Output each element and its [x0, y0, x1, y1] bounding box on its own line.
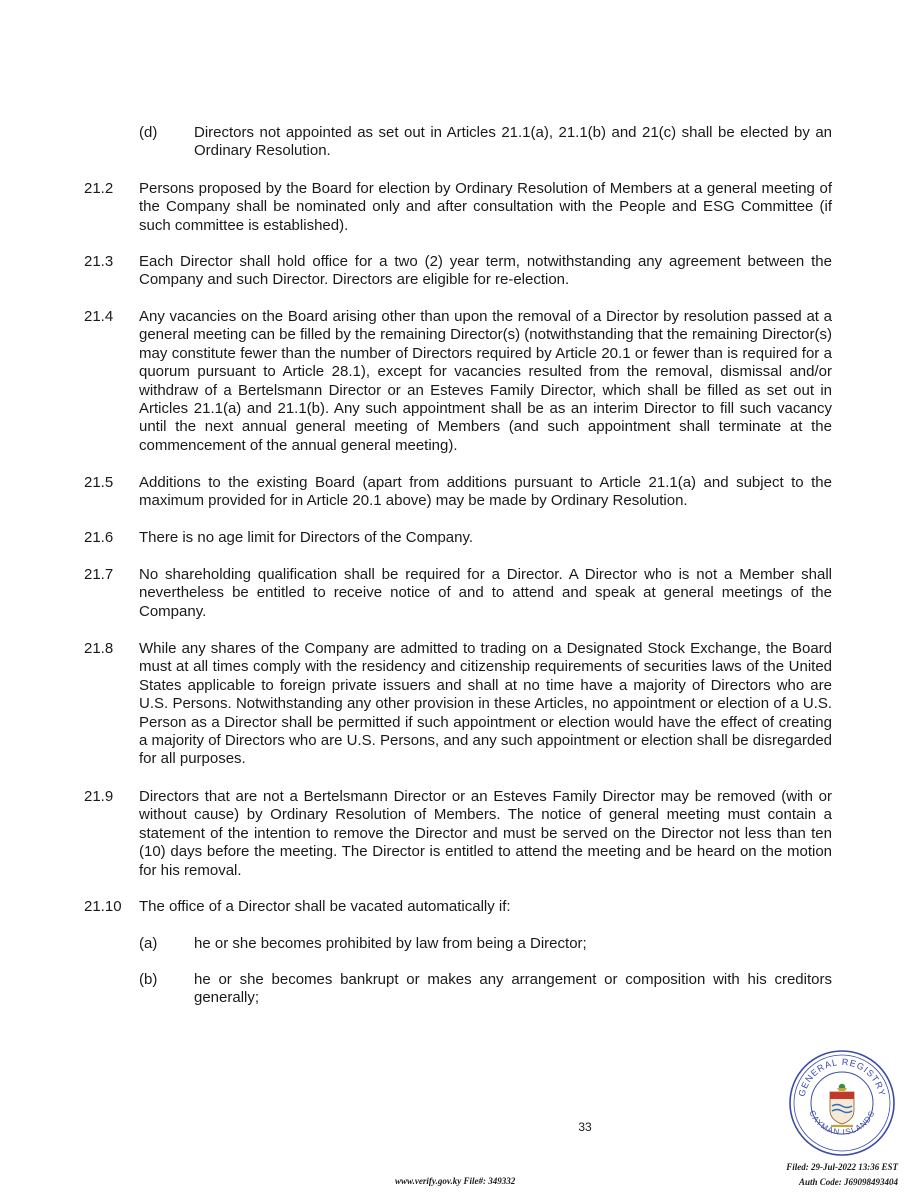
- clause-text: The office of a Director shall be vacated automatically if:: [139, 898, 511, 915]
- clause-number: 21.6: [84, 529, 114, 546]
- clause-text: There is no age limit for Directors of the Company.: [139, 529, 474, 546]
- clause-text: Persons proposed by the Board for election by Ordinary Resolution of Members at a general meeting of the Company shall be nominated only and after consultation with the People and ESG Committee (if such committee is established).: [139, 180, 832, 234]
- filing-stamp: [786, 1160, 898, 1190]
- clause-number: 21.9: [84, 788, 114, 805]
- clause-text: No shareholding qualification shall be required for a Director. A Director who is not a Member shall nevertheless be entitled to receive notice of and to attend and speak at general meetings of the Company.: [139, 566, 832, 620]
- clause-number: 21.7: [84, 566, 114, 583]
- clause-number: 21.2: [84, 180, 114, 197]
- auth-code: Auth Code: J69098493404: [798, 1177, 898, 1187]
- clause-number: (b): [139, 971, 158, 988]
- clause-text: Directors not appointed as set out in Articles 21.1(a), 21.1(b) and 21(c) shall be elected by an Ordinary Resolution.: [194, 124, 832, 160]
- clause-number: 21.10: [84, 898, 122, 915]
- clause-number: (d): [139, 124, 158, 141]
- svg-text:GENERAL REGISTRY: [797, 1057, 888, 1098]
- registry-seal-icon: [787, 1048, 897, 1158]
- clause-number: 21.5: [84, 474, 114, 491]
- filed-date: Filed: 29-Jul-2022 13:36 EST: [786, 1162, 898, 1172]
- seal-bottom-text: CAYMAN ISLANDS: [807, 1109, 877, 1137]
- clause-text: Each Director shall hold office for a two (2) year term, notwithstanding any agreement between the Company and such Director. Directors are eligible for re-election.: [139, 253, 832, 289]
- page-number: 33: [578, 1120, 592, 1134]
- verify-file-number: www.verify.gov.ky File#: 349332: [395, 1176, 516, 1186]
- clause-text: Any vacancies on the Board arising other than upon the removal of a Director by resolution passed at a general meeting can be filled by the remaining Director(s) (notwithstanding that the remaining Director(s) may constitute fewer than the number of Directors required by Article 20.1 or fewer than is required for a quorum pursuant to Article 28.1), except for vacancies resulted from the removal, dismissal and/or withdraw of a Bertelsmann Director or an Esteves Family Director, which shall be filled as set out in Articles 21.1(a) and 21.1(b). Any such appointment shall be as an interim Director to fill such vacancy until the next annual general meeting of Members (and such appointment shall terminate at the commencement of the annual general meeting).: [139, 308, 832, 454]
- clause-text: While any shares of the Company are admitted to trading on a Designated Stock Exchange, the Board must at all times comply with the residency and citizenship requirements of securities laws of the United States applicable to foreign private issuers and shall at no time have a majority of Directors who are U.S. Persons. Notwithstanding any other provision in these Articles, no appointment or election of a U.S. Person as a Director shall be permitted if such appointment or election would have the effect of creating a majority of Directors who are U.S. Persons, and any such appointment or election shall be disregarded for all purposes.: [139, 640, 832, 768]
- clause-text: Directors that are not a Bertelsmann Director or an Esteves Family Director may be removed (with or without cause) by Ordinary Resolution of Members. The notice of general meeting must contain a statement of the intention to remove the Director and must be served on the Director not less than ten (10) days before the meeting. The Director is entitled to attend the meeting and be heard on the motion for his removal.: [139, 788, 832, 879]
- clause-text: he or she becomes bankrupt or makes any arrangement or composition with his creditors generally;: [194, 971, 832, 1007]
- clause-number: 21.3: [84, 253, 114, 270]
- seal-top-text: GENERAL REGISTRY: [796, 1056, 888, 1098]
- clause-number: 21.4: [84, 308, 114, 325]
- clause-text: Additions to the existing Board (apart from additions pursuant to Article 21.1(a) and subject to the maximum provided for in Article 20.1 above) may be made by Ordinary Resolution.: [139, 474, 832, 510]
- clause-number: 21.8: [84, 640, 114, 657]
- clause-number: (a): [139, 935, 158, 952]
- clause-text: he or she becomes prohibited by law from being a Director;: [194, 935, 587, 952]
